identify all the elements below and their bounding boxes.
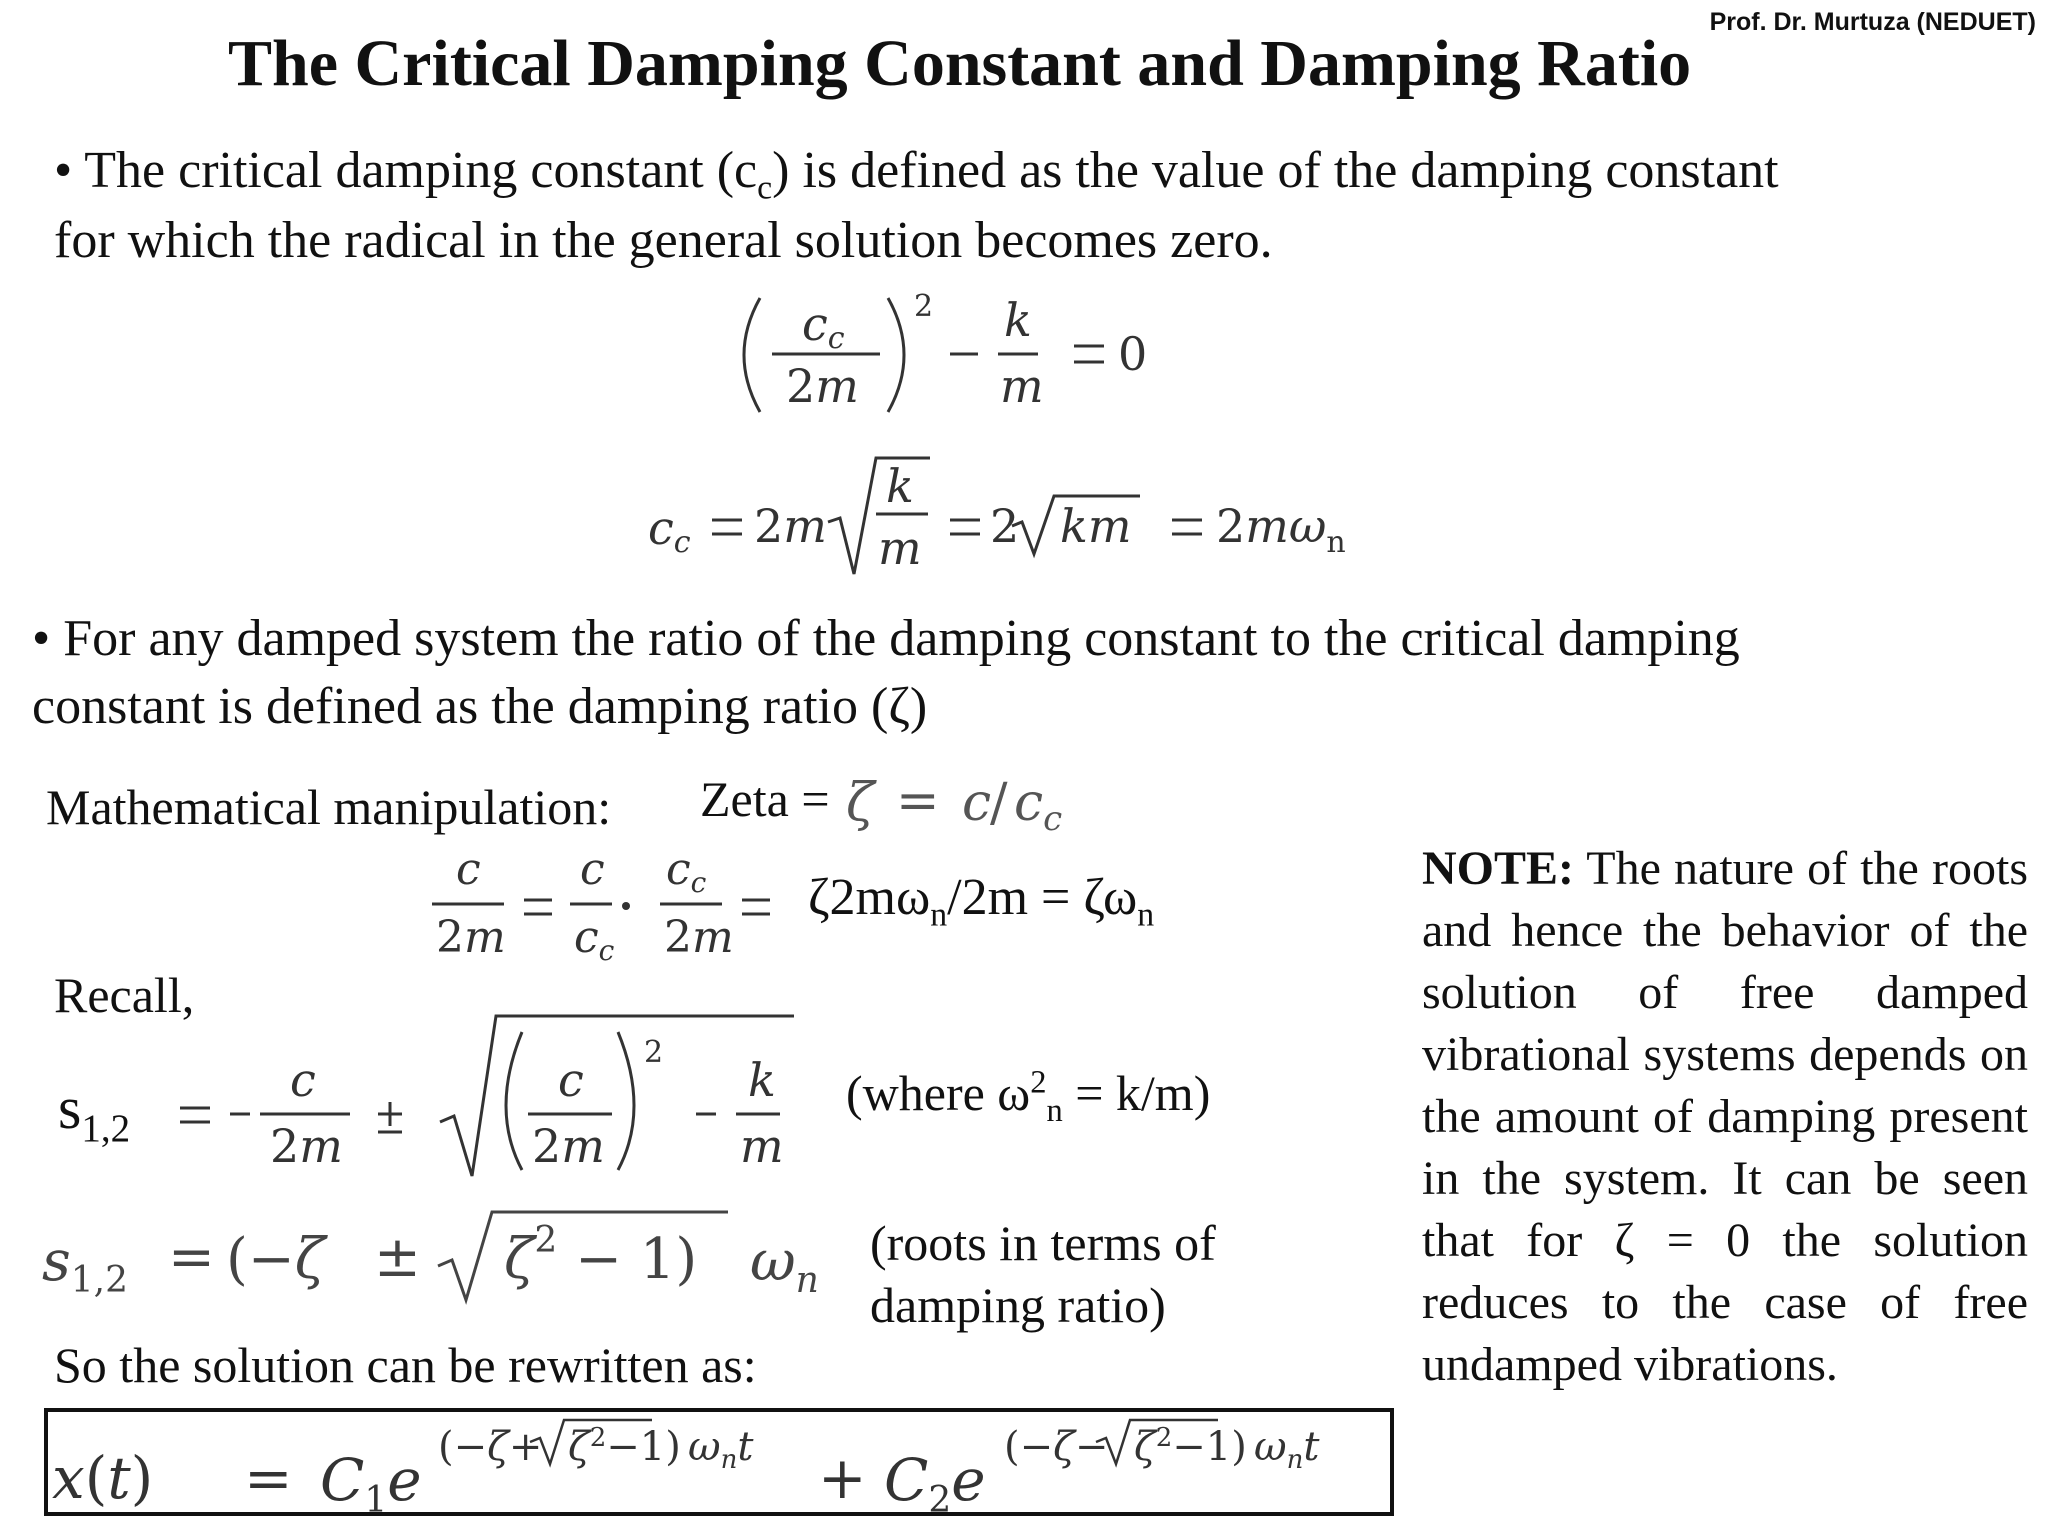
author-credit: Prof. Dr. Murtuza (NEDUET) (1709, 8, 2036, 36)
bullet-2-line-2: constant is defined as the damping ratio (ζ) (32, 678, 928, 735)
svg-text:m: m (878, 521, 922, 575)
svg-text:c: c (962, 773, 992, 833)
equation-critical-constant (640, 452, 1360, 582)
svg-text:ωnt: $\omega_nt$ (1254, 1424, 1320, 1475)
svg-text:km: km (1060, 499, 1132, 553)
svg-text:±: ± (374, 1225, 421, 1290)
equation-zeta-definition (842, 760, 1112, 840)
left-paren (744, 298, 760, 412)
note-label: NOTE: (1422, 842, 1575, 895)
where-omega-note: (where $\omega^2_n = k/m$) (846, 1064, 1211, 1129)
svg-text:2mωn: $2m\omega_n$ (1216, 499, 1346, 560)
zero: 0 (1118, 327, 1148, 381)
equation-c-over-2m (420, 842, 780, 982)
numerator-k: k (1004, 293, 1032, 347)
solution-box (44, 1408, 1394, 1516)
svg-text:m: m (740, 1119, 784, 1173)
svg-text:=: = (244, 1444, 293, 1512)
svg-text:2m: 2m (270, 1119, 343, 1173)
svg-text:2m: 2m (532, 1119, 605, 1173)
svg-text:ωnt: $\omega_nt$ (688, 1424, 754, 1475)
rewritten-label: So the solution can be rewritten as: (54, 1337, 757, 1393)
denominator-m: m (1000, 359, 1044, 413)
svg-text:x(t): x(t) (52, 1444, 154, 1512)
svg-text:(−ζ−: (−ζ− (1004, 1424, 1109, 1470)
svg-text:=: = (896, 771, 940, 831)
svg-text:ζ2 − 1): $\zeta^2 - 1$) (504, 1220, 698, 1292)
svg-text:ζ2−1): $\zeta^2-1$) (568, 1423, 681, 1470)
bullet-2-line-1: • For any damped system the ratio of the damping constant to the critical damping (32, 610, 1740, 667)
svg-text:2: 2 (990, 499, 1020, 553)
svg-text:c: c (580, 844, 605, 895)
svg-text:ζ2−1): $\zeta^2-1$) (1134, 1423, 1247, 1470)
slide-title: The Critical Damping Constant and Damping Ratio (228, 27, 1692, 100)
equation-roots-zeta (38, 1200, 858, 1310)
svg-text:(−ζ+: (−ζ+ (438, 1424, 543, 1470)
note-block (1422, 838, 2028, 1396)
note-text: The nature of the roots and hence the behavior of the solution of free damped vibrational systems depends on the amount of damping present in the system. It can be seen that for ζ = 0 the solution reduces to the case of free undamped vibrations. (1422, 842, 2028, 1391)
svg-text:2m: 2m (664, 912, 734, 963)
svg-text:c: c (456, 844, 481, 895)
exponent-2: 2 (914, 289, 934, 324)
svg-text:s1,2: $s_{1,2}$ (42, 1229, 129, 1301)
svg-text:2m: 2m (436, 912, 506, 963)
svg-text:c: c (290, 1053, 316, 1107)
svg-text:c: c (558, 1053, 584, 1107)
equation-solution (48, 1412, 1390, 1512)
bullet-1-line-1: • The critical damping constant $(c_c)$ is defined as the value of the damping constant (54, 142, 1779, 207)
svg-text:=: = (168, 1225, 215, 1290)
bullet-1-line-2: for which the radical in the general solution becomes zero. (54, 212, 1273, 269)
manipulation-label: Mathematical manipulation: (46, 779, 612, 835)
svg-text:/: / (990, 773, 1008, 833)
svg-text:ζ: ζ (846, 773, 875, 833)
s12-label-1: $s_{1,2}$ (58, 1075, 131, 1150)
svg-text:cc: cc (1014, 773, 1063, 839)
svg-text:(−ζ: (−ζ (226, 1227, 326, 1292)
equation-critical-condition (720, 280, 1200, 430)
roots-note-line-2: damping ratio) (870, 1277, 1166, 1333)
svg-text:cc: cc (648, 501, 691, 560)
right-paren (888, 298, 904, 412)
svg-text:2m: 2m (754, 499, 827, 553)
svg-text:k: k (748, 1053, 776, 1107)
denominator-2m: 2m (786, 359, 859, 413)
svg-text:2: 2 (644, 1035, 664, 1070)
zeta-label: Zeta = (700, 771, 830, 827)
svg-text:C2e: $C_2e$ (884, 1446, 986, 1512)
roots-note-line-1: (roots in terms of (870, 1215, 1216, 1271)
zeta-result: $\zeta 2m\omega_n/2m = \zeta\omega_n$ (808, 869, 1155, 934)
svg-text:+: + (818, 1444, 867, 1512)
svg-text:cc: cc (666, 844, 707, 899)
svg-text:cc: cc (574, 912, 615, 967)
svg-text:ωn: $\omega_n$ (750, 1229, 819, 1301)
equation-roots-general (150, 1010, 810, 1180)
numerator-cc: cc (802, 297, 845, 356)
recall-label: Recall, (54, 967, 195, 1023)
svg-text:k: k (886, 459, 914, 513)
svg-text:C1e: $C_1e$ (320, 1446, 422, 1512)
